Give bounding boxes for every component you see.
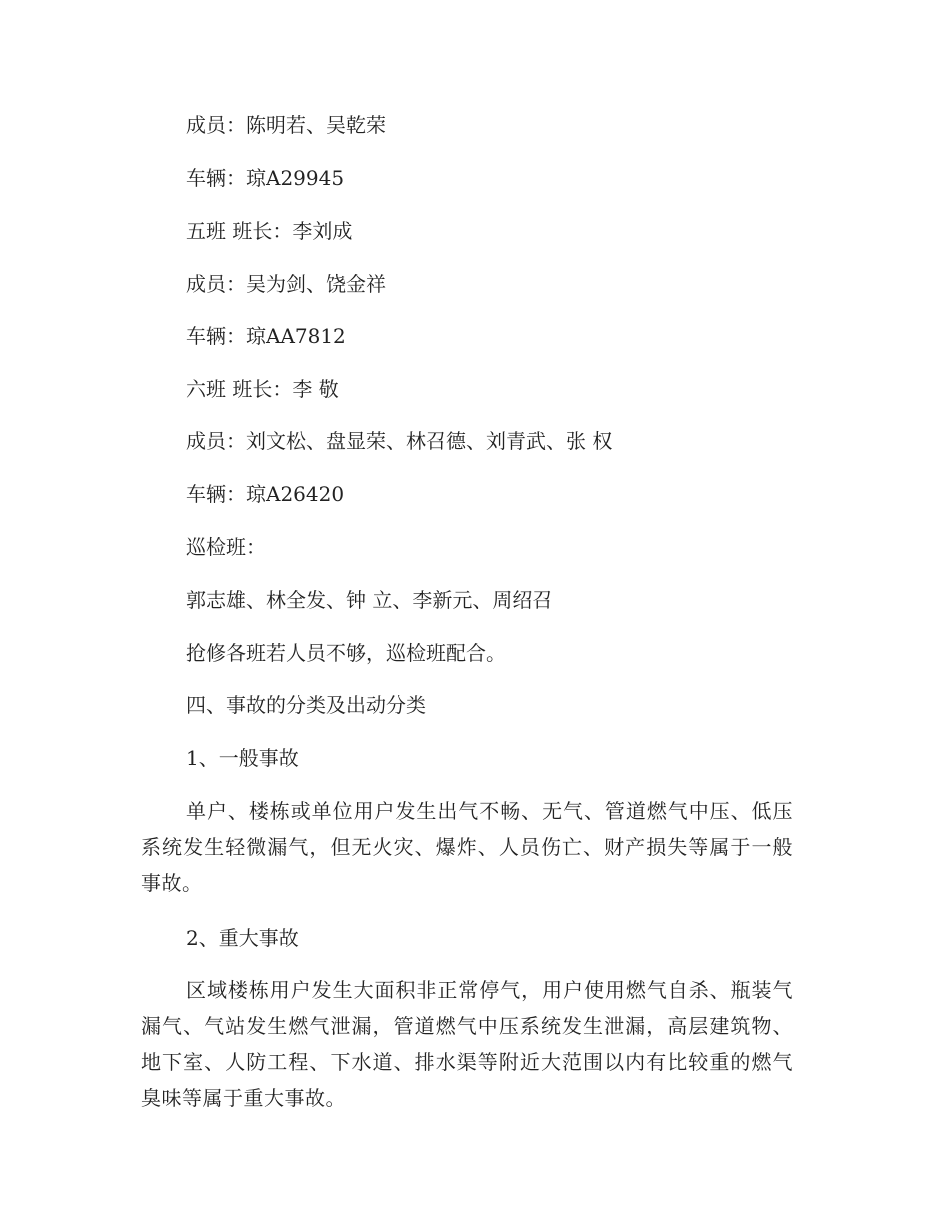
line-patrol-members: 郭志雄、林全发、钟 立、李新元、周绍召 [186, 588, 553, 612]
line-vehicle-5: 车辆：琼AA7812 [186, 324, 346, 348]
paragraph-general-accident: 单户、楼栋或单位用户发生出气不畅、无气、管道燃气中压、低压系统发生轻微漏气，但无火灾、爆炸、人员伤亡、财产损失等属于一般事故。 [141, 799, 793, 895]
line-members-1: 成员：陈明若、吴乾荣 [186, 113, 386, 137]
section-heading: 四、事故的分类及出动分类 [186, 693, 426, 717]
line-team-5: 五班 班长：李刘成 [186, 219, 353, 243]
line-members-6: 成员：刘文松、盘显荣、林召德、刘青武、张 权 [186, 429, 613, 453]
paragraph-major-accident: 区域楼栋用户发生大面积非正常停气，用户使用燃气自杀、瓶装气漏气、气站发生燃气泄漏，管道燃气中压系统发生泄漏，高层建筑物、地下室、人防工程、下水道、排水渠等附近大范围以内有比较重的燃气臭味等属于重大事故。 [141, 978, 793, 1110]
subheading-general: 1、一般事故 [186, 746, 299, 770]
line-vehicle-1: 车辆：琼A29945 [186, 166, 345, 190]
line-note: 抢修各班若人员不够，巡检班配合。 [186, 641, 506, 665]
line-patrol-title: 巡检班： [186, 535, 266, 559]
line-vehicle-6: 车辆：琼A26420 [186, 482, 345, 506]
line-members-5: 成员：吴为剑、饶金祥 [186, 272, 386, 296]
line-team-6: 六班 班长：李 敬 [186, 377, 339, 401]
subheading-major: 2、重大事故 [186, 926, 299, 950]
